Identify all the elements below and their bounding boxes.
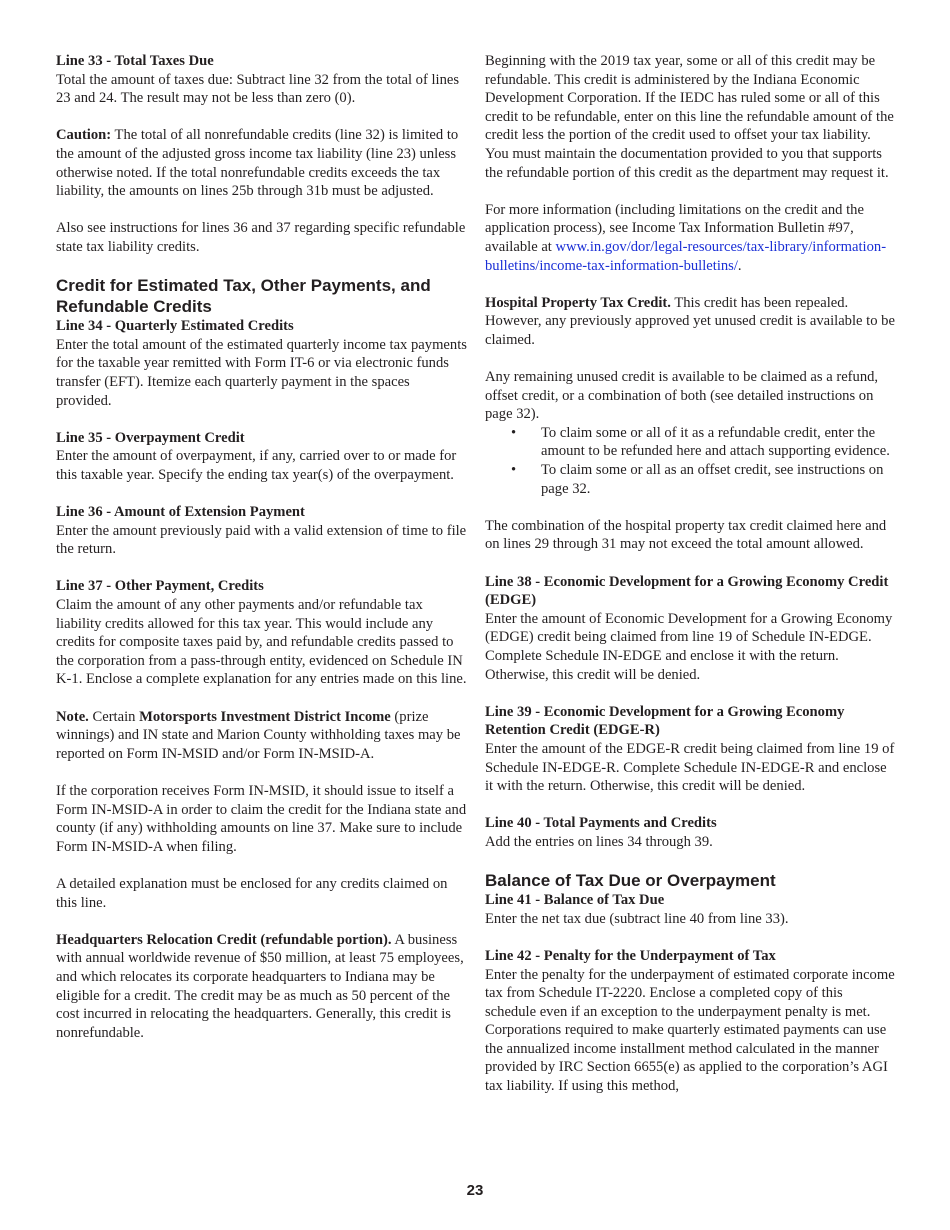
line34-title: Line 34 - Quarterly Estimated Credits <box>56 318 294 335</box>
note-label: Note. <box>56 708 89 725</box>
line41-block <box>485 891 897 928</box>
bullet-list <box>485 424 897 498</box>
combination-paragraph: The combination of the hospital property tax credit claimed here and on lines 29 through 31 may not exceed the total amount allowed. <box>485 517 887 553</box>
line33-title: Line 33 - Total Taxes Due <box>56 53 214 69</box>
more-info-text: For more information (including limitations on the credit and the application process), see Income Tax Information Bulletin #97, available at <box>485 201 864 255</box>
line40-block <box>485 814 897 851</box>
line34-block <box>56 317 468 410</box>
left-column <box>56 52 468 1061</box>
caution-label: Caution: <box>56 127 112 144</box>
info-bulletin-link[interactable]: www.in.gov/dor/legal-resources/tax-library/information-bulletins/income-tax-information-bulletins/ <box>485 238 887 274</box>
line36-title: Line 36 - Amount of Extension Payment <box>56 504 305 521</box>
line42-block <box>485 947 897 1096</box>
line40-title: Line 40 - Total Payments and Credits <box>485 815 717 832</box>
bullet-text: To claim some or all of it as a refundable credit, enter the amount to be refunded here and attach supporting evidence. <box>541 424 890 460</box>
line42-text: Enter the penalty for the underpayment of estimated corporate income tax from Schedule IT-2220. Enclose a completed copy of this schedule even if an exception to the underpayment penalty is met. Corporations required to make quarterly estimated payments can use the annualized income installment method calculated in the manner provided by IRC Section 6655(e) as applied to the corporation’s AGI tax liability. If using this method, <box>485 966 895 1095</box>
more-info-paragraph <box>485 201 897 275</box>
caution-paragraph <box>56 126 468 200</box>
list-item <box>485 424 897 461</box>
line35-text: Enter the amount of overpayment, if any, carried over to or made for this taxable year. Specify the ending tax year(s) of the overpayment. <box>56 448 457 483</box>
hospital-paragraph <box>485 294 897 350</box>
line39-block <box>485 703 897 796</box>
right-column <box>485 52 897 1114</box>
line38-block <box>485 573 897 685</box>
line36-text: Enter the amount previously paid with a valid extension of time to file the return. <box>56 522 467 558</box>
line36-block <box>56 503 468 559</box>
line38-title: Line 38 - Economic Development for a Growing Economy Credit (EDGE) <box>485 573 889 609</box>
bullet-icon: • <box>511 424 517 441</box>
section-heading-credits: Credit for Estimated Tax, Other Payments, and Refundable Credits <box>56 276 431 317</box>
line41-title: Line 41 - Balance of Tax Due <box>485 892 665 909</box>
hq-paragraph <box>56 931 468 1043</box>
line33-block <box>56 52 468 108</box>
more-info-end: . <box>737 257 742 274</box>
msid-paragraph: If the corporation receives Form IN-MSID, it should issue to itself a Form IN-MSID-A in order to claim the credit for the Indiana state and county (if any) withholding amounts on line 37. Make sure to include Form IN-MSID-A when filing. <box>56 782 467 855</box>
hospital-text: This credit has been repealed. However, any previously approved yet unused credit is available to be claimed. <box>485 294 895 348</box>
caution-text: The total of all nonrefundable credits (line 32) is limited to the amount of the adjusted gross income tax liability (line 23) unless otherwise noted. If the total nonrefundable credits exceeds the tax liability, the amounts on lines 25b through 31b must be adjusted. <box>56 127 459 200</box>
section-heading-balance: Balance of Tax Due or Overpayment <box>485 871 776 891</box>
line40-text: Add the entries on lines 34 through 39. <box>485 833 713 850</box>
detailed-paragraph: A detailed explanation must be enclosed for any credits claimed on this line. <box>56 875 448 911</box>
remaining-paragraph: Any remaining unused credit is available to be claimed as a refund, offset credit, or a combination of both (see detailed instructions on page 32). <box>485 369 879 423</box>
note-bold: Motorsports Investment District Income <box>139 708 391 725</box>
note-paragraph <box>56 708 468 764</box>
page-number: 23 <box>466 1182 484 1199</box>
bullet-text: To claim some or all as an offset credit, see instructions on page 32. <box>541 462 884 497</box>
line33-text: Total the amount of taxes due: Subtract line 32 from the total of lines 23 and 24. The result may not be less than zero (0). <box>56 71 460 107</box>
line35-block <box>56 429 468 485</box>
list-item <box>485 461 897 498</box>
hospital-label: Hospital Property Tax Credit. <box>485 294 671 311</box>
line39-text: Enter the amount of the EDGE-R credit being claimed from line 19 of Schedule IN-EDGE-R. Complete Schedule IN-EDGE-R and enclose it with the return. Otherwise, this credit will be denied. <box>485 740 895 795</box>
bullet-icon: • <box>511 462 517 479</box>
line35-title: Line 35 - Overpayment Credit <box>56 429 245 446</box>
also-see-paragraph: Also see instructions for lines 36 and 37 regarding specific refundable state tax liability credits. <box>56 220 466 255</box>
line42-title: Line 42 - Penalty for the Underpayment of Tax <box>485 947 776 964</box>
hq-label: Headquarters Relocation Credit (refundable portion). <box>56 931 392 948</box>
line41-text: Enter the net tax due (subtract line 40 from line 33). <box>485 910 789 927</box>
line39-title: Line 39 - Economic Development for a Growing Economy Retention Credit (EDGE-R) <box>485 703 845 739</box>
line37-text: Claim the amount of any other payments and/or refundable tax liability credits allowed for this tax year. This would include any credits for composite taxes paid by, and refundable credits passed to the corporation from a pass-through entity, evidenced on Schedule IN K-1. Enclose a complete explanation for any entries made on this line. <box>56 597 467 688</box>
hq-text: A business with annual worldwide revenue of $50 million, at least 75 employees, and which relocates its corporate headquarters to Indiana may be eligible for a credit. The credit may be as much as 50 percent of the cost incurred in relocating the headquarters. Generally, this credit is nonrefundable. <box>56 931 464 1041</box>
refundable-paragraph: Beginning with the 2019 tax year, some or all of this credit may be refundable. This credit is administered by the Indiana Economic Development Corporation. If the IEDC has ruled some or all of this credit to be refundable, enter on this line the refundable amount of the credit less the portion of the credit used to offset your tax liability. You must maintain the documentation provided to you that supports the refundable portion of this credit as the department may request it. <box>485 53 894 181</box>
note-pre: Certain <box>88 708 140 725</box>
line37-title: Line 37 - Other Payment, Credits <box>56 578 264 595</box>
line34-text: Enter the total amount of the estimated quarterly income tax payments for the taxable year remitted with Form IT-6 or via electronic funds transfer (EFT). Itemize each quarterly payment in the spaces provided. <box>56 336 467 409</box>
note-post: (prize winnings) and IN state and Marion County withholding taxes may be reported on Form IN-MSID and/or Form IN-MSID-A. <box>56 708 461 762</box>
line37-block <box>56 577 468 689</box>
line38-text: Enter the amount of Economic Development for a Growing Economy (EDGE) credit being claimed from line 19 of Schedule IN-EDGE. Complete Schedule IN-EDGE and enclose it with the return. Otherwise, this credit will be denied. <box>485 610 893 683</box>
